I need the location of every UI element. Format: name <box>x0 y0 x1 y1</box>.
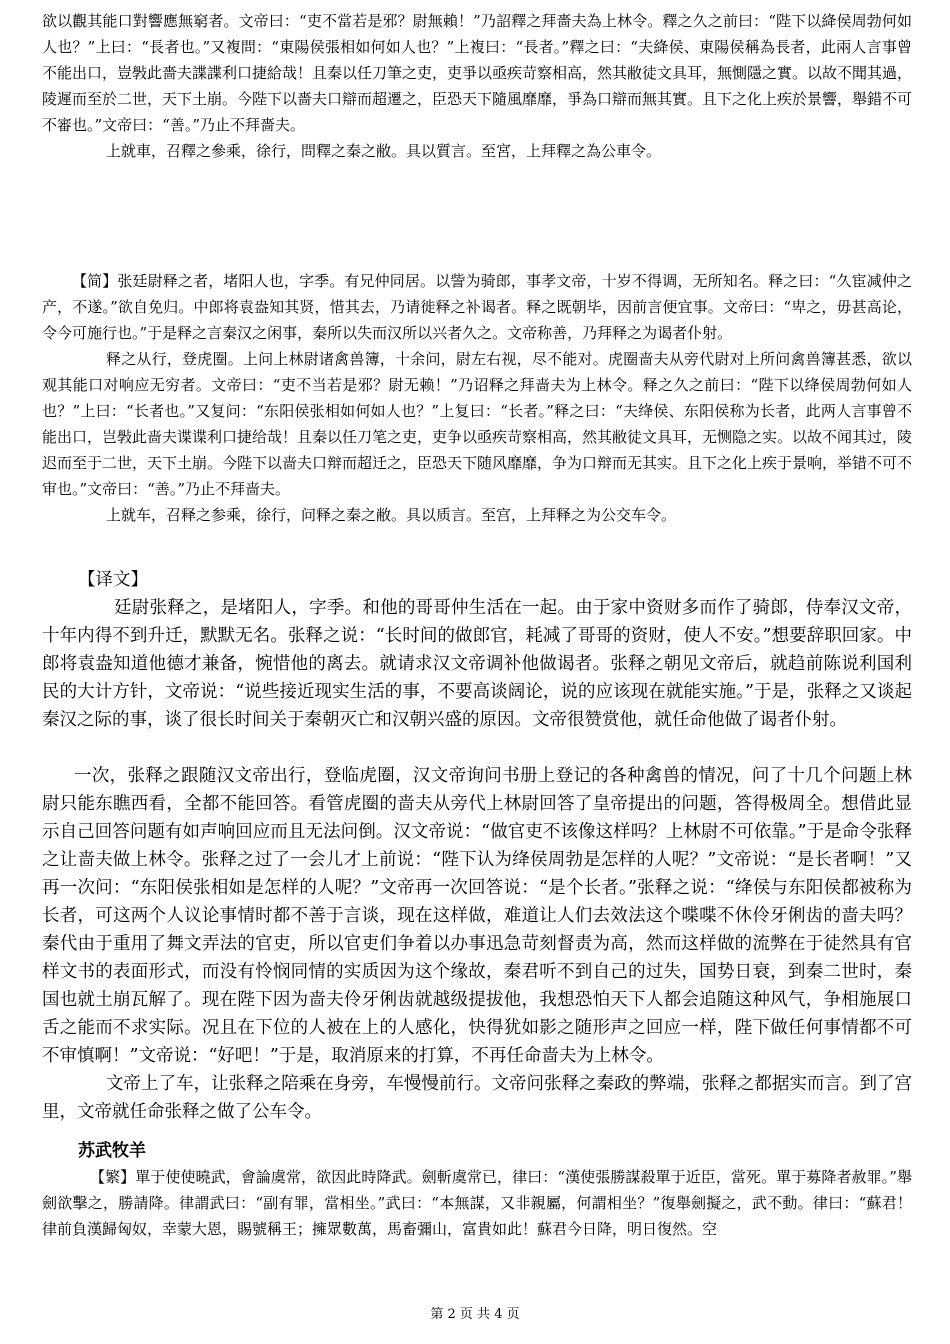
traditional-paragraph: 【繁】單于使使曉武，會論虞常，欲因此時降武。劍斬虞常已，律曰：“漢使張勝謀殺單于近臣，當死。單于募降者赦罪。”舉劍欲擊之，勝請降。律謂武曰：“副有罪，當相坐。”武曰：“本無謀，又非親屬，何謂相坐？”復舉劍擬之，武不動。律曰：“蘇君！律前負漢歸匈奴，幸蒙大恩，賜號稱王；擁眾數萬，馬畜彌山，富貴如此！蘇君今日降，明日復然。空 <box>42 1168 912 1238</box>
translation-heading: 【译文】 <box>78 570 148 590</box>
translation-paragraph: 文帝上了车，让张释之陪乘在身旁，车慢慢前行。文帝问张释之秦政的弊端，张释之都据实而言。到了宫里，文帝就任命张释之做了公车令。 <box>42 1074 912 1122</box>
traditional-text-block <box>42 8 912 164</box>
next-text-block <box>42 1164 912 1242</box>
simplified-paragraph: 释之从行，登虎圈。上问上林尉诸禽兽簿，十余问，尉左右视，尽不能对。虎圈啬夫从旁代尉对上所问禽兽簿甚悉，欲以观其能口对响应无穷者。文帝曰：“吏不当若是邪？尉无赖！”乃诏释之拜啬夫为上林令。释之久之前曰：“陛下以绛侯周勃何如人也？”上曰：“长者也。”又复问：“东阳侯张相如何如人也？”上复曰：“长者。”释之曰：“夫绛侯、东阳侯称为长者，此两人言事曾不能出口，岂斅此啬夫谍谍利口捷给哉！且秦以任刀笔之吏，吏争以亟疾苛察相高，然其敝徒文具耳，无恻隐之实。以故不闻其过，陵迟而至于二世，天下土崩。今陛下以啬夫口辩而超迁之，臣恐天下随风靡靡，争为口辩而无其实。且下之化上疾于景响，举错不可不审也。”文帝曰：“善。”乃止不拜啬夫。 <box>42 350 913 498</box>
simplified-paragraph: 上就车，召释之参乘，徐行，问释之秦之敝。具以质言。至宫，上拜释之为公交车令。 <box>106 506 677 524</box>
translation-paragraph: 一次，张释之跟随汉文帝出行，登临虎圈，汉文帝询问书册上登记的各种禽兽的情况，问了十几个问题上林尉只能东瞧西看，全都不能回答。看管虎圈的啬夫从旁代上林尉回答了皇帝提出的问题，答得极周全。想借此显示自己回答问题有如声响回应而且无法问倒。汉文帝说：“做官吏不该像这样吗？上林尉不可依靠。”于是命令张释之让啬夫做上林令。张释之过了一会儿才上前说：“陛下认为绛侯周勃是怎样的人呢？”文帝说：“是长者啊！”又再一次问：“东阳侯张相如是怎样的人呢？”文帝再一次回答说：“是个长者。”张释之说：“绛侯与东阳侯都被称为长者，可这两个人议论事情时都不善于言谈，现在这样做，难道让人们去效法这个喋喋不休伶牙俐齿的啬夫吗？秦代由于重用了舞文弄法的官吏，所以官吏们争着以办事迅急苛刻督责为高，然而这样做的流弊在于徒然具有官样文书的表面形式，而没有怜悯同情的实质因为这个缘故，秦君听不到自己的过失，国势日衰，到秦二世时，秦国也就土崩瓦解了。现在陛下因为啬夫伶牙俐齿就越级提拔他，我想恐怕天下人都会追随这种风气，争相施展口舌之能而不求实际。况且在下位的人被在上的人感化，快得犹如影之随形声之回应一样，陛下做任何事情都不可不审慎啊！”文帝说：“好吧！”于是，取消原来的打算，不再任命啬夫为上林令。 <box>42 766 912 1066</box>
simplified-text-block <box>42 268 912 528</box>
translation-text-block <box>42 594 912 1126</box>
traditional-paragraph: 上就車，召釋之參乘，徐行，問釋之秦之敝。具以質言。至宮，上拜釋之為公車令。 <box>106 142 662 160</box>
traditional-paragraph: 欲以觀其能口對響應無窮者。文帝曰：“吏不當若是邪？尉無賴！”乃詔釋之拜嗇夫為上林令。釋之久之前曰：“陛下以絳侯周勃何如人也？”上曰：“長者也。”又複問：“東陽侯張相如何如人也？”上複曰：“長者。”釋之曰：“夫絳侯、東陽侯稱為長者，此兩人言事曾不能出口，豈斅此嗇夫諜諜利口捷給哉！且秦以任刀筆之吏，吏爭以亟疾苛察相高，然其敝徒文具耳，無惻隱之實。以故不聞其過，陵遲而至於二世，天下土崩。今陛下以嗇夫口辯而超遷之，臣恐天下隨風靡靡，爭為口辯而無其實。且下之化上疾於景響，舉錯不可不審也。”文帝曰：“善。”乃止不拜嗇夫。 <box>42 12 913 134</box>
simplified-paragraph: 【简】张廷尉释之者，堵阳人也，字季。有兄仲同居。以訾为骑郎，事孝文帝，十岁不得调，无所知名。释之曰：“久宦减仲之产，不遂。”欲自免归。中郎将袁盎知其贤，惜其去，乃请徙释之补谒者。释之既朝毕，因前言便宜事。文帝曰：“卑之，毋甚高论，令今可施行也。”于是释之言秦汉之闲事，秦所以失而汉所以兴者久之。文帝称善，乃拜释之为谒者仆射。 <box>42 272 912 342</box>
translation-paragraph: 廷尉张释之，是堵阳人，字季。和他的哥哥仲生活在一起。由于家中资财多而作了骑郎，侍奉汉文帝，十年内得不到升迁，默默无名。张释之说：“长时间的做郎官，耗减了哥哥的资财，使人不安。”想要辞职回家。中郎将袁盎知道他德才兼备，惋惜他的离去。就请求汉文帝调补他做谒者。张释之朝见文帝后，就趋前陈说利国利民的大计方针，文帝说：“说些接近现实生活的事，不要高谈阔论，说的应该现在就能实施。”于是，张释之又谈起秦汉之际的事，谈了很长时间关于秦朝灭亡和汉朝兴盛的原因。文帝很赞赏他，就任命他做了谒者仆射。 <box>42 598 912 730</box>
page-number: 第 2 页 共 4 页 <box>430 1307 520 1322</box>
section-title: 苏武牧羊 <box>78 1141 146 1161</box>
